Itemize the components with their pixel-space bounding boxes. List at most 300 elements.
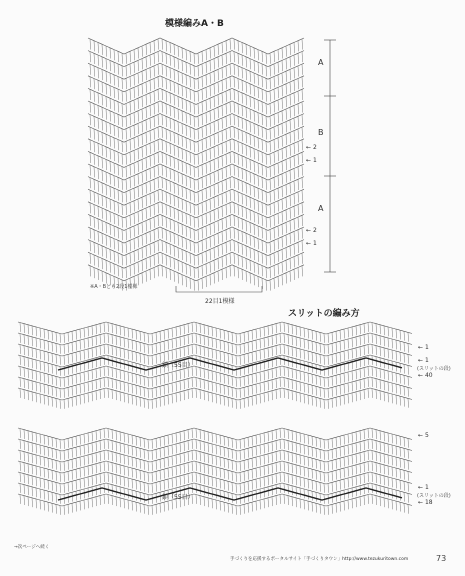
slit-bottom-stitch xyxy=(112,441,113,450)
slit-bottom-stitch xyxy=(188,430,189,439)
slit-top-stitch xyxy=(156,376,157,385)
slit-bottom-stitch xyxy=(132,501,133,510)
slit-top-stitch xyxy=(28,380,29,389)
slit-bottom-stitch xyxy=(260,500,261,509)
slit-top-stitch xyxy=(60,399,61,408)
slit-top-stitch xyxy=(40,361,41,370)
slit-top-stitch xyxy=(404,364,405,373)
slit-bottom-stitch xyxy=(356,476,357,485)
slit-bottom-stitch xyxy=(164,458,165,467)
slit-bottom-stitch xyxy=(128,445,129,454)
slit-top-stitch xyxy=(176,349,177,358)
slit-top-stitch xyxy=(24,379,25,388)
slit-bottom-stitch xyxy=(68,438,69,447)
slit-bottom-stitch xyxy=(408,449,409,458)
section-label-a-top: A xyxy=(318,58,324,67)
slit-bottom-stitch xyxy=(192,440,193,449)
slit-bottom-stitch xyxy=(128,434,129,443)
slit-bottom-stitch xyxy=(120,465,121,474)
slit-top-row-line xyxy=(18,344,412,356)
slit-top-stitch xyxy=(356,392,357,401)
slit-bottom-stitch xyxy=(320,471,321,480)
slit-bottom-stitch xyxy=(228,470,229,479)
slit-top-stitch xyxy=(304,339,305,348)
slit-top-stitch xyxy=(232,332,233,341)
slit-bottom-stitch xyxy=(344,446,345,455)
slit-bottom-stitch xyxy=(40,434,41,443)
slit-bottom-stitch xyxy=(200,485,201,494)
chain-row-top xyxy=(58,358,402,370)
slit-bottom-stitch xyxy=(184,453,185,462)
slit-bottom-stitch xyxy=(56,471,57,480)
slit-top-stitch xyxy=(116,336,117,345)
slit-top-stitch xyxy=(280,334,281,343)
slit-top-stitch xyxy=(252,396,253,405)
slit-bottom-stitch xyxy=(260,467,261,476)
slit-top-stitch xyxy=(228,331,229,340)
slit-bottom-stitch xyxy=(272,431,273,440)
slit-bottom-stitch xyxy=(388,488,389,497)
slit-top-stitch xyxy=(32,359,33,368)
slit-top-stitch xyxy=(312,396,313,405)
slit-top-stitch xyxy=(200,335,201,344)
slit-top-stitch xyxy=(212,349,213,358)
slit-bottom-stitch xyxy=(280,429,281,438)
slit-bottom-stitch xyxy=(96,486,97,495)
slit-top-stitch xyxy=(240,388,241,397)
slit-top-stitch xyxy=(48,396,49,405)
slit-bottom-stitch xyxy=(36,433,37,442)
slit-bottom-stitch xyxy=(60,461,61,470)
slit-top-stitch xyxy=(312,385,313,394)
slit-top-stitch xyxy=(336,386,337,395)
slit-bottom-stitch xyxy=(168,435,169,444)
slit-top-stitch xyxy=(124,338,125,347)
slit-top-stitch xyxy=(220,351,221,360)
slit-bottom-stitch xyxy=(340,458,341,467)
slit-top-stitch xyxy=(240,355,241,364)
slit-bottom-stitch xyxy=(388,455,389,464)
slit-bottom-stitch xyxy=(140,437,141,446)
slit-top-stitch xyxy=(112,346,113,355)
slit-top-stitch xyxy=(128,372,129,381)
slit-row-mark-1b: ← 1 xyxy=(418,357,429,364)
slit-top-stitch xyxy=(104,356,105,365)
slit-top-stitch xyxy=(200,346,201,355)
slit-bottom-stitch xyxy=(172,445,173,454)
slit-top-stitch xyxy=(204,325,205,334)
slit-bottom-stitch xyxy=(348,478,349,487)
slit-bottom-row-line xyxy=(18,472,412,484)
slit-top-stitch xyxy=(376,379,377,388)
slit-bottom-stitch xyxy=(312,458,313,467)
slit-top-stitch xyxy=(288,346,289,355)
slit-top-stitch xyxy=(388,349,389,358)
slit-top-stitch xyxy=(40,350,41,359)
slit-bottom-stitch xyxy=(80,490,81,499)
slit-bottom-stitch xyxy=(324,450,325,459)
slit-top-stitch xyxy=(220,329,221,338)
slit-top-stitch xyxy=(80,351,81,360)
slit-bottom-stitch xyxy=(328,494,329,503)
slit-top-stitch xyxy=(276,379,277,388)
slit-bottom-stitch xyxy=(196,451,197,460)
slit-bottom-stitch xyxy=(180,432,181,441)
slit-bottom-stitch xyxy=(48,436,49,445)
slit-bottom-row-line xyxy=(18,461,412,473)
slit-bottom-stitch xyxy=(364,474,365,483)
page-number: 73 xyxy=(436,554,447,563)
slit-top-stitch xyxy=(208,326,209,335)
slit-top-stitch xyxy=(76,341,77,350)
slit-top-stitch xyxy=(64,388,65,397)
slit-chart-title: スリットの編み方 xyxy=(288,309,360,319)
slit-bottom-stitch xyxy=(400,491,401,500)
slit-top-stitch xyxy=(224,385,225,394)
slit-bottom-stitch xyxy=(300,444,301,453)
slit-bottom-stitch xyxy=(204,453,205,462)
slit-bottom-stitch xyxy=(184,464,185,473)
slit-bottom-stitch xyxy=(388,433,389,442)
slit-bottom-stitch xyxy=(192,429,193,438)
slit-top-stitch xyxy=(60,333,61,342)
slit-bottom-stitch xyxy=(252,447,253,456)
slit-bottom-stitch xyxy=(36,444,37,453)
slit-bottom-stitch xyxy=(356,454,357,463)
slit-bottom-stitch xyxy=(164,436,165,445)
slit-top-stitch xyxy=(244,398,245,407)
slit-top-stitch xyxy=(272,380,273,389)
slit-top-stitch xyxy=(228,375,229,384)
slit-bottom-stitch xyxy=(64,483,65,492)
slit-bottom-stitch xyxy=(212,455,213,464)
slit-top-stitch xyxy=(360,336,361,345)
slit-top-stitch xyxy=(172,394,173,403)
slit-top-stitch xyxy=(376,368,377,377)
slit-bottom-stitch xyxy=(68,460,69,469)
slit-bottom-stitch xyxy=(308,435,309,444)
slit-top-stitch xyxy=(68,354,69,363)
slit-bottom-stitch xyxy=(344,435,345,444)
slit-top-stitch xyxy=(344,329,345,338)
slit-top-stitch xyxy=(308,373,309,382)
slit-bottom-stitch xyxy=(120,432,121,441)
slit-top-stitch xyxy=(36,393,37,402)
slit-bottom-stitch xyxy=(260,456,261,465)
slit-bottom-stitch xyxy=(392,456,393,465)
slit-bottom-stitch xyxy=(268,476,269,485)
slit-top-stitch xyxy=(224,330,225,339)
slit-bottom-stitch xyxy=(100,452,101,461)
slit-top-stitch xyxy=(20,345,21,354)
slit-bottom-stitch xyxy=(76,491,77,500)
slit-top-stitch xyxy=(168,395,169,404)
row-mark-1-lower: ← 1 xyxy=(306,240,317,247)
slit-top-stitch xyxy=(112,379,113,388)
slit-bottom-stitch xyxy=(112,452,113,461)
slit-bottom-stitch xyxy=(136,436,137,445)
slit-top-stitch xyxy=(132,395,133,404)
slit-top-stitch xyxy=(244,354,245,363)
slit-top-stitch xyxy=(124,393,125,402)
slit-top-stitch xyxy=(252,341,253,350)
slit-bottom-stitch xyxy=(72,470,73,479)
slit-bottom-stitch xyxy=(200,441,201,450)
slit-bottom-stitch xyxy=(128,478,129,487)
slit-bottom-stitch xyxy=(280,462,281,471)
slit-top-stitch xyxy=(96,391,97,400)
slit-bottom-stitch xyxy=(104,495,105,504)
slit-bottom-stitch xyxy=(164,502,165,511)
slit-bottom-stitch xyxy=(212,499,213,508)
slit-bottom-stitch xyxy=(112,474,113,483)
slit-top-stitch xyxy=(196,345,197,354)
slit-top-stitch xyxy=(328,344,329,353)
slit-bottom-stitch xyxy=(60,439,61,448)
slit-bottom-stitch xyxy=(64,450,65,459)
slit-top-stitch xyxy=(216,328,217,337)
slit-bottom-stitch xyxy=(52,503,53,512)
slit-bottom-stitch xyxy=(360,431,361,440)
slit-bottom-stitch xyxy=(68,471,69,480)
slit-bottom-stitch xyxy=(300,499,301,508)
slit-top-stitch xyxy=(256,395,257,404)
slit-bottom-stitch xyxy=(332,493,333,502)
slit-top-stitch xyxy=(372,345,373,354)
slit-top-stitch xyxy=(80,373,81,382)
slit-bottom-stitch xyxy=(120,443,121,452)
slit-top-stitch xyxy=(60,366,61,375)
slit-bottom-stitch xyxy=(124,488,125,497)
slit-bottom-stitch xyxy=(76,447,77,456)
slit-top-stitch xyxy=(268,392,269,401)
slit-bottom-stitch xyxy=(20,484,21,493)
slit-top-stitch xyxy=(216,339,217,348)
slit-bottom-stitch xyxy=(236,505,237,514)
slit-bottom-stitch xyxy=(296,476,297,485)
slit-bottom-stitch xyxy=(84,434,85,443)
slit-top-stitch xyxy=(28,347,29,356)
slit-bottom-stitch xyxy=(116,464,117,473)
slit-top-stitch xyxy=(40,372,41,381)
slit-bottom-stitch xyxy=(48,480,49,489)
slit-bottom-stitch xyxy=(376,496,377,505)
slit-top-stitch xyxy=(108,378,109,387)
slit-top-stitch xyxy=(200,368,201,377)
slit-bottom-stitch xyxy=(52,437,53,446)
slit-top-stitch xyxy=(92,337,93,346)
slit-top-stitch xyxy=(92,392,93,401)
slit-bottom-stitch xyxy=(96,475,97,484)
slit-bottom-stitch xyxy=(352,477,353,486)
slit-bottom-stitch xyxy=(44,446,45,455)
slit-bottom-stitch xyxy=(212,466,213,475)
slit-top-stitch xyxy=(296,348,297,357)
slit-top-stitch xyxy=(396,395,397,404)
slit-bottom-stitch xyxy=(240,472,241,481)
slit-top-stitch xyxy=(348,372,349,381)
slit-bottom-stitch xyxy=(32,465,33,474)
slit-top-stitch xyxy=(408,398,409,407)
slit-top-stitch xyxy=(156,332,157,341)
slit-bottom-stitch xyxy=(364,430,365,439)
slit-top-stitch xyxy=(256,373,257,382)
slit-bottom-stitch xyxy=(328,472,329,481)
slit-bottom-stitch xyxy=(224,491,225,500)
slit-top-stitch xyxy=(28,369,29,378)
slit-bottom-stitch xyxy=(408,504,409,513)
slit-top-stitch xyxy=(176,382,177,391)
slit-bottom-stitch xyxy=(132,457,133,466)
slit-top-stitch xyxy=(320,354,321,363)
slit-top-stitch xyxy=(44,329,45,338)
slit-top-stitch xyxy=(132,340,133,349)
slit-top-stitch xyxy=(280,378,281,387)
slit-bottom-stitch xyxy=(196,440,197,449)
slit-bottom-stitch xyxy=(40,489,41,498)
slit-top-stitch xyxy=(188,324,189,333)
slit-top-stitch xyxy=(404,353,405,362)
slit-bottom-stitch xyxy=(64,472,65,481)
slit-top-stitch xyxy=(100,390,101,399)
slit-bottom-stitch xyxy=(324,461,325,470)
slit-bottom-stitch xyxy=(256,435,257,444)
slit-bottom-stitch xyxy=(288,441,289,450)
slit-top-stitch xyxy=(228,386,229,395)
slit-top-row-line xyxy=(18,388,412,400)
slit-top-stitch xyxy=(96,369,97,378)
slit-bottom-stitch xyxy=(108,473,109,482)
slit-top-stitch xyxy=(328,388,329,397)
slit-top-stitch xyxy=(144,376,145,385)
slit-bottom-stitch xyxy=(284,429,285,438)
slit-top-stitch xyxy=(36,360,37,369)
slit-top-stitch xyxy=(200,324,201,333)
slit-bottom-stitch xyxy=(152,483,153,492)
slit-bottom-stitch xyxy=(316,459,317,468)
slit-bottom-stitch xyxy=(72,481,73,490)
slit-bottom-stitch xyxy=(352,444,353,453)
slit-top-stitch xyxy=(116,380,117,389)
slit-top-stitch xyxy=(380,347,381,356)
slit-bottom-stitch xyxy=(392,467,393,476)
slit-bottom-stitch xyxy=(24,485,25,494)
slit-top-stitch xyxy=(136,385,137,394)
slit-top-stitch xyxy=(364,335,365,344)
slit-top-stitch xyxy=(28,358,29,367)
slit-bottom-stitch xyxy=(248,481,249,490)
slit-bottom-stitch xyxy=(308,479,309,488)
slit-bottom-stitch xyxy=(128,456,129,465)
slit-top-stitch xyxy=(52,386,53,395)
slit-top-stitch xyxy=(208,392,209,401)
slit-bottom-stitch xyxy=(220,468,221,477)
slit-bottom-stitch xyxy=(280,495,281,504)
slit-top-stitch xyxy=(96,380,97,389)
slit-top-stitch xyxy=(48,374,49,383)
slit-bottom-stitch xyxy=(364,496,365,505)
slit-top-row-line xyxy=(18,333,412,345)
slit-bottom-stitch xyxy=(324,439,325,448)
slit-top-stitch xyxy=(316,397,317,406)
slit-top-stitch xyxy=(392,328,393,337)
slit-bottom-stitch xyxy=(284,440,285,449)
slit-top-stitch xyxy=(372,334,373,343)
slit-bottom-stitch xyxy=(200,452,201,461)
slit-bottom-stitch xyxy=(56,438,57,447)
slit-top-stitch xyxy=(36,371,37,380)
slit-top-stitch xyxy=(176,338,177,347)
slit-bottom-stitch xyxy=(340,436,341,445)
slit-bottom-stitch xyxy=(212,477,213,486)
slit-bottom-stitch xyxy=(392,500,393,509)
slit-bottom-stitch xyxy=(264,499,265,508)
slit-bottom-stitch xyxy=(88,466,89,475)
slit-top-stitch xyxy=(316,331,317,340)
slit-bottom-stitch xyxy=(156,504,157,513)
slit-bottom-stitch xyxy=(404,470,405,479)
slit-bottom-stitch xyxy=(244,460,245,469)
slit-top-stitch xyxy=(32,392,33,401)
slit-top-stitch xyxy=(124,349,125,358)
slit-bottom-stitch xyxy=(20,451,21,460)
slit-top-stitch xyxy=(104,334,105,343)
slit-top-stitch xyxy=(236,366,237,375)
slit-bottom-stitch xyxy=(52,470,53,479)
slit-top-stitch xyxy=(84,328,85,337)
slit-top-stitch xyxy=(36,327,37,336)
slit-top-stitch xyxy=(148,344,149,353)
slit-top-stitch xyxy=(292,325,293,334)
slit-top-stitch xyxy=(104,345,105,354)
slit-top-stitch xyxy=(212,382,213,391)
slit-top-stitch xyxy=(336,397,337,406)
slit-bottom-stitch xyxy=(152,505,153,514)
slit-top-stitch xyxy=(184,347,185,356)
slit-top-stitch xyxy=(392,339,393,348)
slit-bottom-stitch xyxy=(176,455,177,464)
slit-top-stitch xyxy=(352,371,353,380)
slit-top-stitch xyxy=(264,327,265,336)
slit-top-stitch xyxy=(128,339,129,348)
slit-bottom-stitch xyxy=(100,463,101,472)
slit-top-stitch xyxy=(264,382,265,391)
slit-top-stitch xyxy=(116,391,117,400)
slit-bottom-stitch xyxy=(340,480,341,489)
slit-top-stitch xyxy=(352,327,353,336)
slit-top-stitch xyxy=(104,367,105,376)
slit-top-stitch xyxy=(292,336,293,345)
slit-top-stitch xyxy=(24,335,25,344)
slit-bottom-stitch xyxy=(272,453,273,462)
slit-bottom-stitch xyxy=(132,468,133,477)
slit-bottom-stitch xyxy=(376,430,377,439)
slit-top-stitch xyxy=(40,339,41,348)
slit-top-stitch xyxy=(344,395,345,404)
slit-top-stitch xyxy=(288,379,289,388)
slit-top-stitch xyxy=(368,356,369,365)
slit-bottom-stitch xyxy=(212,444,213,453)
slit-bottom-stitch xyxy=(324,505,325,514)
slit-bottom-stitch xyxy=(368,473,369,482)
slit-top-stitch xyxy=(380,369,381,378)
slit-bottom-stitch xyxy=(188,452,189,461)
slit-top-stitch xyxy=(400,396,401,405)
slit-bottom-stitch xyxy=(312,491,313,500)
slit-top-stitch xyxy=(32,381,33,390)
slit-top-stitch xyxy=(300,393,301,402)
slit-top-stitch xyxy=(236,333,237,342)
